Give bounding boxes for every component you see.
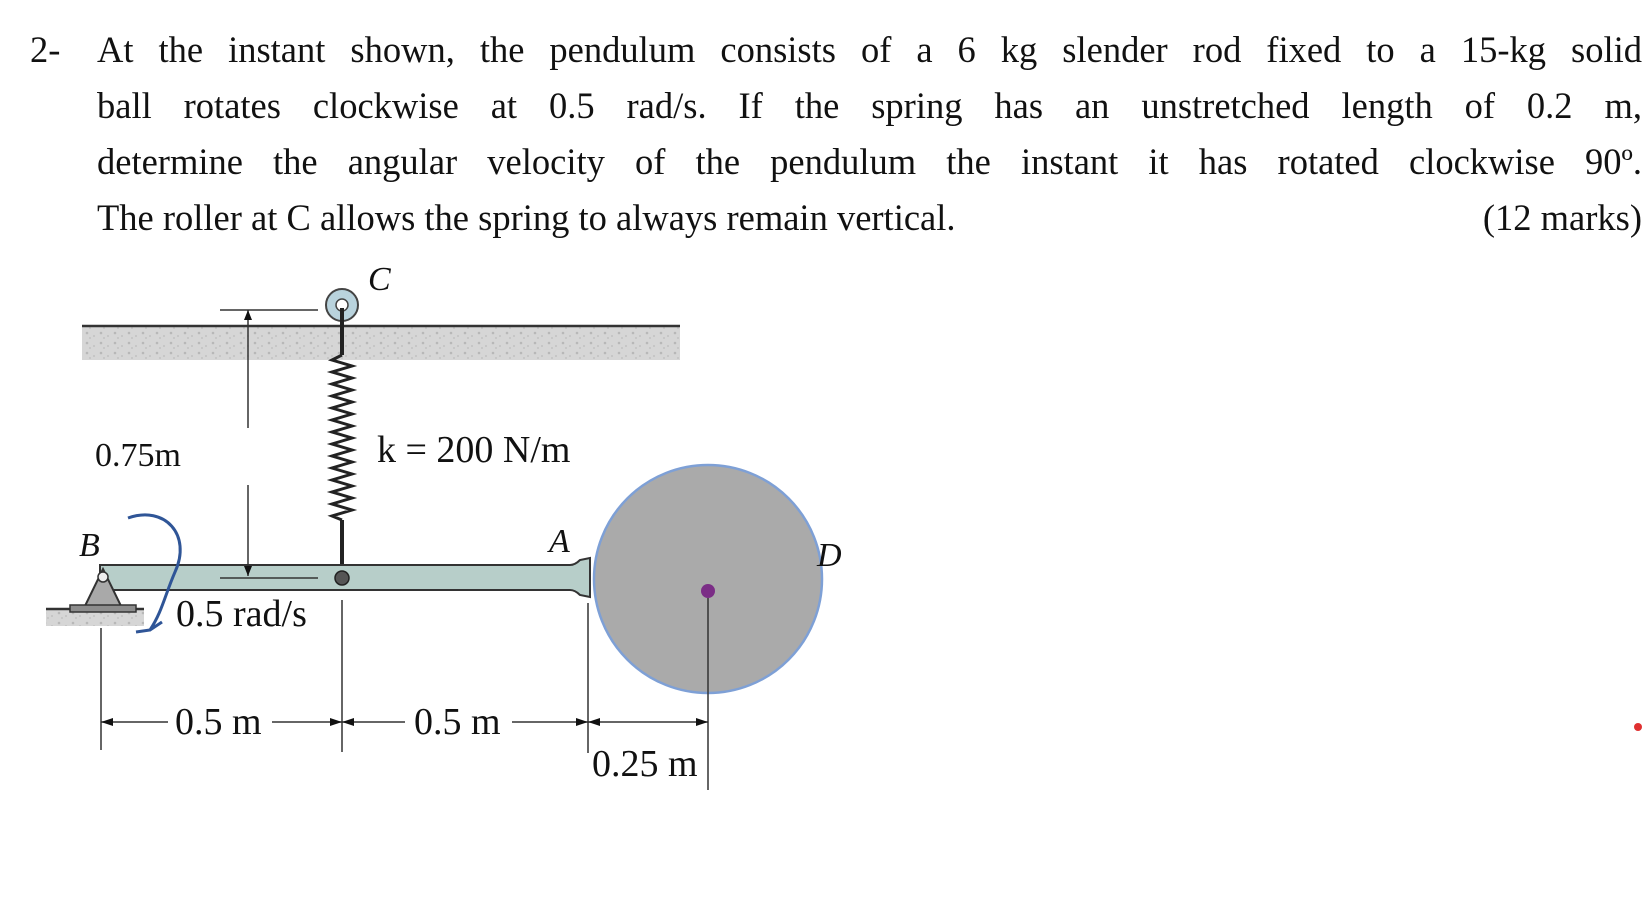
ceiling <box>82 326 680 360</box>
problem-line-1: At the instant shown, the pendulum consists of a 6 kg slender rod fixed to a 15-kg solid <box>97 29 1642 70</box>
label-d: D <box>817 537 842 574</box>
red-dot <box>1634 723 1642 731</box>
problem-line-3: determine the angular velocity of the pendulum the instant it has rotated clockwise 90º. <box>97 141 1642 182</box>
label-c: C <box>368 261 391 298</box>
ball-center <box>701 584 715 598</box>
problem-line-4-text: The roller at C allows the spring to always remain vertical. <box>97 197 956 238</box>
dim-radius-label: 0.25 m <box>592 743 698 785</box>
problem-number: 2- <box>30 29 61 70</box>
problem-line-2: ball rotates clockwise at 0.5 rad/s. If the spring has an unstretched length of 0.2 m, <box>97 85 1642 126</box>
spring-constant-label: k = 200 N/m <box>377 429 571 471</box>
dim-bc-label: 0.5 m <box>175 701 262 743</box>
height-dim-label: 0.75m <box>95 437 181 474</box>
marks-label: (12 marks) <box>1482 197 1642 238</box>
dim-ca-label: 0.5 m <box>414 701 501 743</box>
spring-attachment-pin <box>335 571 349 585</box>
label-a: A <box>549 523 570 560</box>
label-b: B <box>79 527 100 564</box>
angular-velocity-label: 0.5 rad/s <box>176 593 307 635</box>
